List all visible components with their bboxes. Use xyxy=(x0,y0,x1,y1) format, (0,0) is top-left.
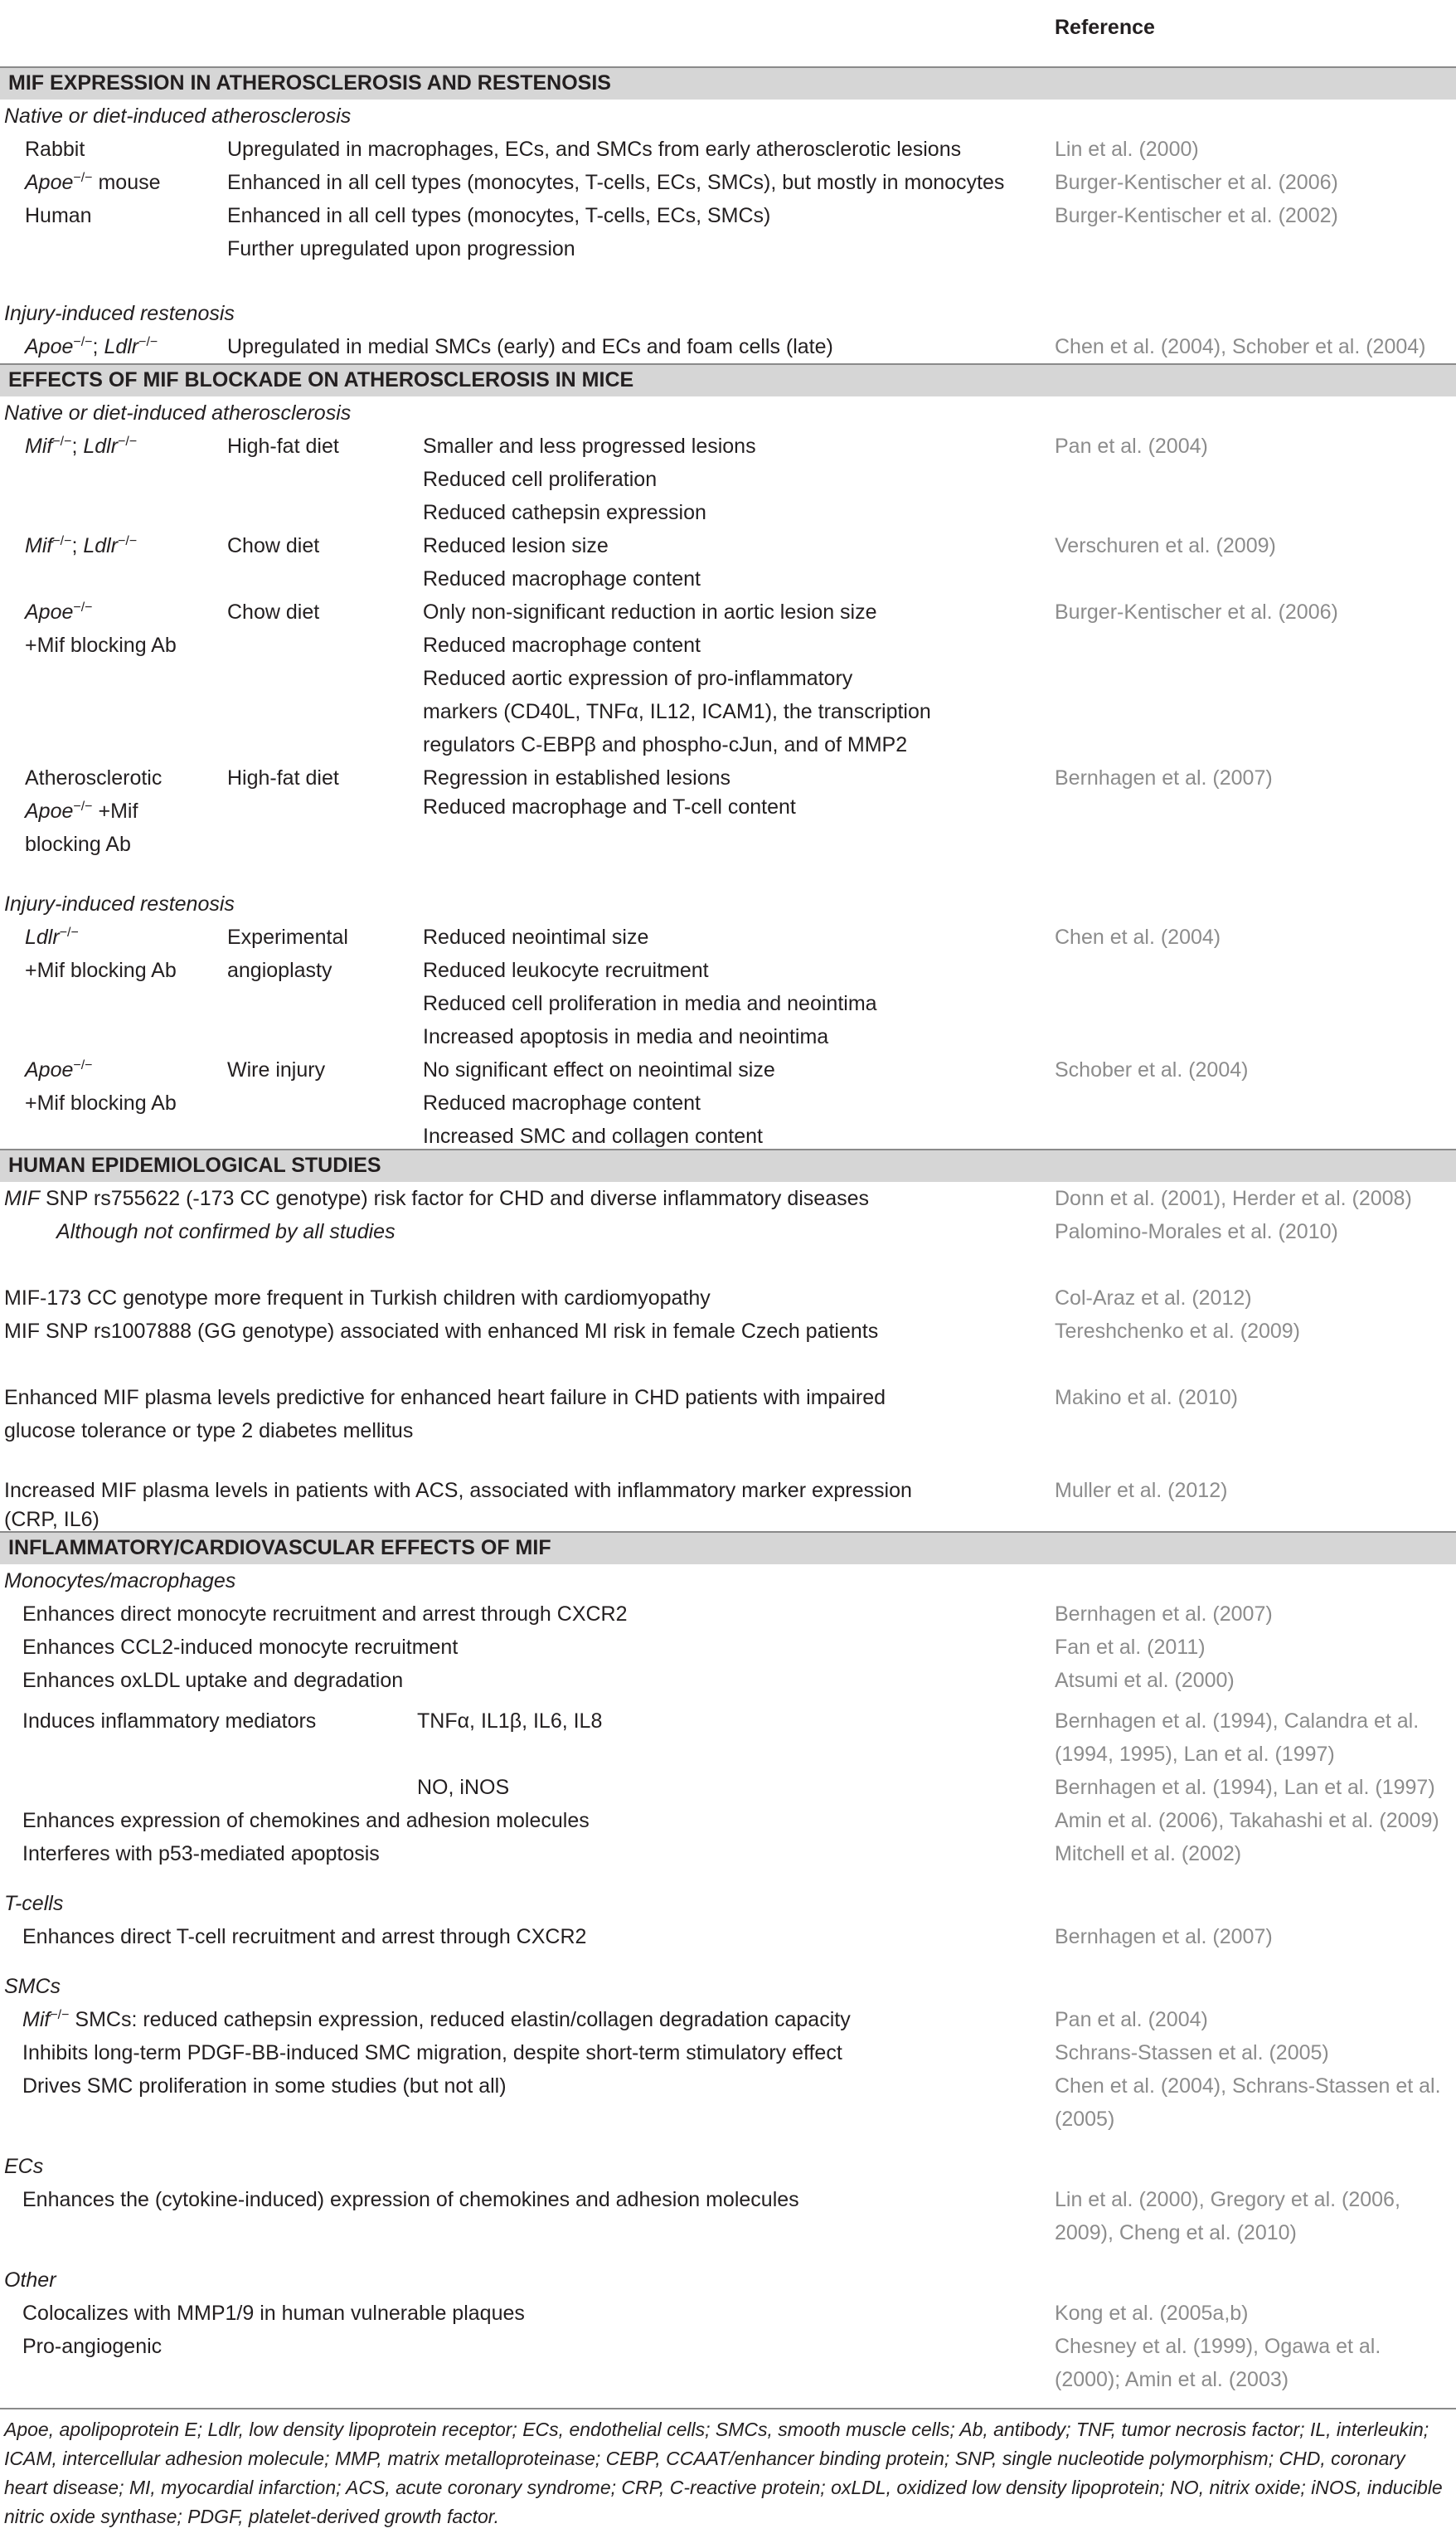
reference-cell: Bernhagen et al. (1994), Calandra et al. xyxy=(1055,1709,1420,1733)
model-cell: Apoe−/− mouse xyxy=(25,171,161,194)
reference-cell: (1994, 1995), Lan et al. (1997) xyxy=(1055,1743,1335,1766)
finding-cell: Enhances direct T-cell recruitment and arrest through CXCR2 xyxy=(22,1925,587,1948)
finding-cell: Enhances oxLDL uptake and degradation xyxy=(22,1669,404,1692)
reference-cell: Kong et al. (2005a,b) xyxy=(1055,2302,1249,2325)
effect-line: Reduced neointimal size xyxy=(423,926,649,949)
finding-cell: Further upregulated upon progression xyxy=(227,237,575,260)
effect-line: Increased apoptosis in media and neointima xyxy=(423,1025,829,1048)
finding-cell: Mif−/− SMCs: reduced cathepsin expression, reduced elastin/collagen degradation capacity xyxy=(22,2008,851,2031)
reference-cell: Burger-Kentischer et al. (2006) xyxy=(1055,171,1338,194)
model-cell: Human xyxy=(25,204,92,227)
finding-cell: Pro-angiogenic xyxy=(22,2335,163,2358)
bottom-rule xyxy=(0,2408,1456,2409)
model-cell: +Mif blocking Ab xyxy=(25,634,177,657)
effect-line: Reduced macrophage content xyxy=(423,567,701,591)
subheading: SMCs xyxy=(4,1975,61,1998)
finding-cell: MIF SNP rs1007888 (GG genotype) associated with enhanced MI risk in female Czech patients xyxy=(4,1320,879,1343)
model-cell: Apoe−/− xyxy=(25,1058,93,1082)
finding-cell: Inhibits long-term PDGF-BB-induced SMC migration, despite short-term stimulatory effect xyxy=(22,2041,842,2064)
effect-line: Reduced aortic expression of pro-inflammatory xyxy=(423,667,853,690)
reference-cell: Burger-Kentischer et al. (2006) xyxy=(1055,600,1338,624)
finding-cell: Enhances expression of chemokines and adhesion molecules xyxy=(22,1809,590,1832)
model-cell: Apoe−/−; Ldlr−/− xyxy=(25,335,158,358)
reference-cell: Pan et al. (2004) xyxy=(1055,435,1208,458)
reference-cell: Donn et al. (2001), Herder et al. (2008) xyxy=(1055,1187,1412,1210)
reference-cell: Bernhagen et al. (1994), Lan et al. (1997) xyxy=(1055,1776,1435,1799)
condition-cell: Experimental xyxy=(227,926,348,949)
reference-cell: Bernhagen et al. (2007) xyxy=(1055,1602,1273,1626)
section-heading: HUMAN EPIDEMIOLOGICAL STUDIES xyxy=(8,1154,381,1177)
model-cell: Atherosclerotic xyxy=(25,766,163,790)
model-cell: Ldlr−/− xyxy=(25,926,79,949)
finding-cell: Enhanced in all cell types (monocytes, T-cells, ECs, SMCs) xyxy=(227,204,771,227)
effect-line: regulators C-EBPβ and phospho-cJun, and of MMP2 xyxy=(423,733,908,756)
finding-cell: Enhanced MIF plasma levels predictive for enhanced heart failure in CHD patients with impaired xyxy=(4,1386,886,1409)
section-heading: MIF EXPRESSION IN ATHEROSCLEROSIS AND RESTENOSIS xyxy=(8,71,611,95)
model-cell: Apoe−/− +Mif xyxy=(25,800,138,823)
reference-cell: Col-Araz et al. (2012) xyxy=(1055,1286,1252,1310)
effect-line: markers (CD40L, TNFα, IL12, ICAM1), the transcription xyxy=(423,700,931,723)
effect-line: Reduced macrophage content xyxy=(423,1092,701,1115)
reference-cell: Fan et al. (2011) xyxy=(1055,1636,1206,1659)
condition-cell: High-fat diet xyxy=(227,766,339,790)
finding-cell: Induces inflammatory mediators xyxy=(22,1709,317,1733)
reference-cell: Pan et al. (2004) xyxy=(1055,2008,1208,2031)
finding-cell: Enhances direct monocyte recruitment and arrest through CXCR2 xyxy=(22,1602,628,1626)
condition-cell: Chow diet xyxy=(227,534,320,557)
effect-line: Increased SMC and collagen content xyxy=(423,1125,763,1148)
finding-cell: Enhances CCL2-induced monocyte recruitment xyxy=(22,1636,459,1659)
effect-line: Reduced macrophage and T-cell content xyxy=(423,795,796,819)
subheading: Native or diet-induced atherosclerosis xyxy=(4,105,352,128)
reference-column-header: Reference xyxy=(1055,16,1155,39)
reference-cell: Chen et al. (2004), Schober et al. (2004) xyxy=(1055,335,1426,358)
subheading: ECs xyxy=(4,2155,44,2178)
reference-cell: Burger-Kentischer et al. (2002) xyxy=(1055,204,1338,227)
reference-cell: Schrans-Stassen et al. (2005) xyxy=(1055,2041,1329,2064)
model-cell: Rabbit xyxy=(25,138,85,161)
reference-cell: Bernhagen et al. (2007) xyxy=(1055,766,1273,790)
finding-cell: Enhances the (cytokine-induced) expression of chemokines and adhesion molecules xyxy=(22,2188,799,2211)
effect-line: Reduced cathepsin expression xyxy=(423,501,706,524)
finding-cell: Upregulated in medial SMCs (early) and ECs and foam cells (late) xyxy=(227,335,833,358)
reference-cell: Makino et al. (2010) xyxy=(1055,1386,1238,1409)
finding-cell: Increased MIF plasma levels in patients with ACS, associated with inflammatory marker expression xyxy=(4,1479,912,1502)
reference-cell: (2005) xyxy=(1055,2108,1115,2131)
reference-cell: Amin et al. (2006), Takahashi et al. (2009) xyxy=(1055,1809,1439,1832)
footnote: Apoe, apolipoprotein E; Ldlr, low density lipoprotein receptor; ECs, endothelial cells; SMCs, smooth muscle cells; Ab, antibody; TNF, tumor necrosis factor; IL, interleukin; ICAM, intercellular adhesion molecule; MMP, matrix metalloproteinase; CEBP, CCAAT/enhancer binding protein; SNP, single nucleotide polymorphism; CHD, coronary heart disease; MI, myocardial infarction; ACS, acute coronary syndrome; CRP, C-reactive protein; oxLDL, oxidized low density lipoprotein; NO, nitrix oxide; iNOS, inducible nitric oxide synthase; PDGF, platelet-derived growth factor. xyxy=(4,2419,1443,2527)
reference-cell: Verschuren et al. (2009) xyxy=(1055,534,1276,557)
effect-line: Reduced lesion size xyxy=(423,534,609,557)
model-cell: +Mif blocking Ab xyxy=(25,959,177,982)
finding-cell: MIF SNP rs755622 (-173 CC genotype) risk factor for CHD and diverse inflammatory diseases xyxy=(4,1187,870,1210)
reference-cell: Chesney et al. (1999), Ogawa et al. xyxy=(1055,2335,1381,2358)
subheading: Injury-induced restenosis xyxy=(4,302,235,325)
reference-cell: Chen et al. (2004) xyxy=(1055,926,1221,949)
effect-line: Reduced cell proliferation xyxy=(423,468,658,491)
reference-cell: Atsumi et al. (2000) xyxy=(1055,1669,1235,1692)
effect-line: Regression in established lesions xyxy=(423,766,731,790)
finding-cell: Although not confirmed by all studies xyxy=(56,1220,396,1243)
condition-cell: High-fat diet xyxy=(227,435,339,458)
reference-cell: Chen et al. (2004), Schrans-Stassen et al. xyxy=(1055,2074,1441,2098)
section-heading: INFLAMMATORY/CARDIOVASCULAR EFFECTS OF MIF xyxy=(8,1536,551,1559)
model-cell: Mif−/−; Ldlr−/− xyxy=(25,435,138,458)
reference-cell: (2000); Amin et al. (2003) xyxy=(1055,2368,1289,2391)
effect-line: Reduced macrophage content xyxy=(423,634,701,657)
finding-cell: MIF-173 CC genotype more frequent in Turkish children with cardiomyopathy xyxy=(4,1286,711,1310)
subheading: Monocytes/macrophages xyxy=(4,1569,236,1592)
model-cell: Apoe−/− xyxy=(25,600,93,624)
reference-cell: 2009), Cheng et al. (2010) xyxy=(1055,2221,1297,2244)
finding-cell: (CRP, IL6) xyxy=(4,1508,99,1531)
finding-cell: Enhanced in all cell types (monocytes, T-cells, ECs, SMCs), but mostly in monocytes xyxy=(227,171,1005,194)
condition-cell: Chow diet xyxy=(227,600,320,624)
model-cell: blocking Ab xyxy=(25,833,131,856)
subheading: Native or diet-induced atherosclerosis xyxy=(4,401,352,425)
finding-cell: glucose tolerance or type 2 diabetes mellitus xyxy=(4,1419,414,1442)
reference-cell: Lin et al. (2000), Gregory et al. (2006, xyxy=(1055,2188,1400,2211)
subheading: Injury-induced restenosis xyxy=(4,892,235,916)
reference-cell: Tereshchenko et al. (2009) xyxy=(1055,1320,1301,1343)
detail-cell: TNFα, IL1β, IL6, IL8 xyxy=(417,1709,603,1733)
effect-line: No significant effect on neointimal size xyxy=(423,1058,775,1082)
finding-cell: Interferes with p53-mediated apoptosis xyxy=(22,1842,380,1865)
condition-cell: Wire injury xyxy=(227,1058,326,1082)
finding-cell: Drives SMC proliferation in some studies (but not all) xyxy=(22,2074,507,2098)
effect-line: Reduced leukocyte recruitment xyxy=(423,959,709,982)
section-heading: EFFECTS OF MIF BLOCKADE ON ATHEROSCLEROSIS IN MICE xyxy=(8,368,634,391)
detail-cell: NO, iNOS xyxy=(417,1776,510,1799)
effect-line: Only non-significant reduction in aortic lesion size xyxy=(423,600,877,624)
model-cell: +Mif blocking Ab xyxy=(25,1092,177,1115)
reference-cell: Schober et al. (2004) xyxy=(1055,1058,1249,1082)
reference-cell: Bernhagen et al. (2007) xyxy=(1055,1925,1273,1948)
reference-cell: Lin et al. (2000) xyxy=(1055,138,1199,161)
reference-cell: Mitchell et al. (2002) xyxy=(1055,1842,1242,1865)
subheading: Other xyxy=(4,2268,56,2292)
finding-cell: Upregulated in macrophages, ECs, and SMCs from early atherosclerotic lesions xyxy=(227,138,962,161)
subheading: T-cells xyxy=(4,1892,64,1915)
condition-cell: angioplasty xyxy=(227,959,332,982)
effect-line: Smaller and less progressed lesions xyxy=(423,435,756,458)
effect-line: Reduced cell proliferation in media and neointima xyxy=(423,992,877,1015)
reference-cell: Muller et al. (2012) xyxy=(1055,1479,1228,1502)
model-cell: Mif−/−; Ldlr−/− xyxy=(25,534,138,557)
reference-cell: Palomino-Morales et al. (2010) xyxy=(1055,1220,1338,1243)
finding-cell: Colocalizes with MMP1/9 in human vulnerable plaques xyxy=(22,2302,525,2325)
